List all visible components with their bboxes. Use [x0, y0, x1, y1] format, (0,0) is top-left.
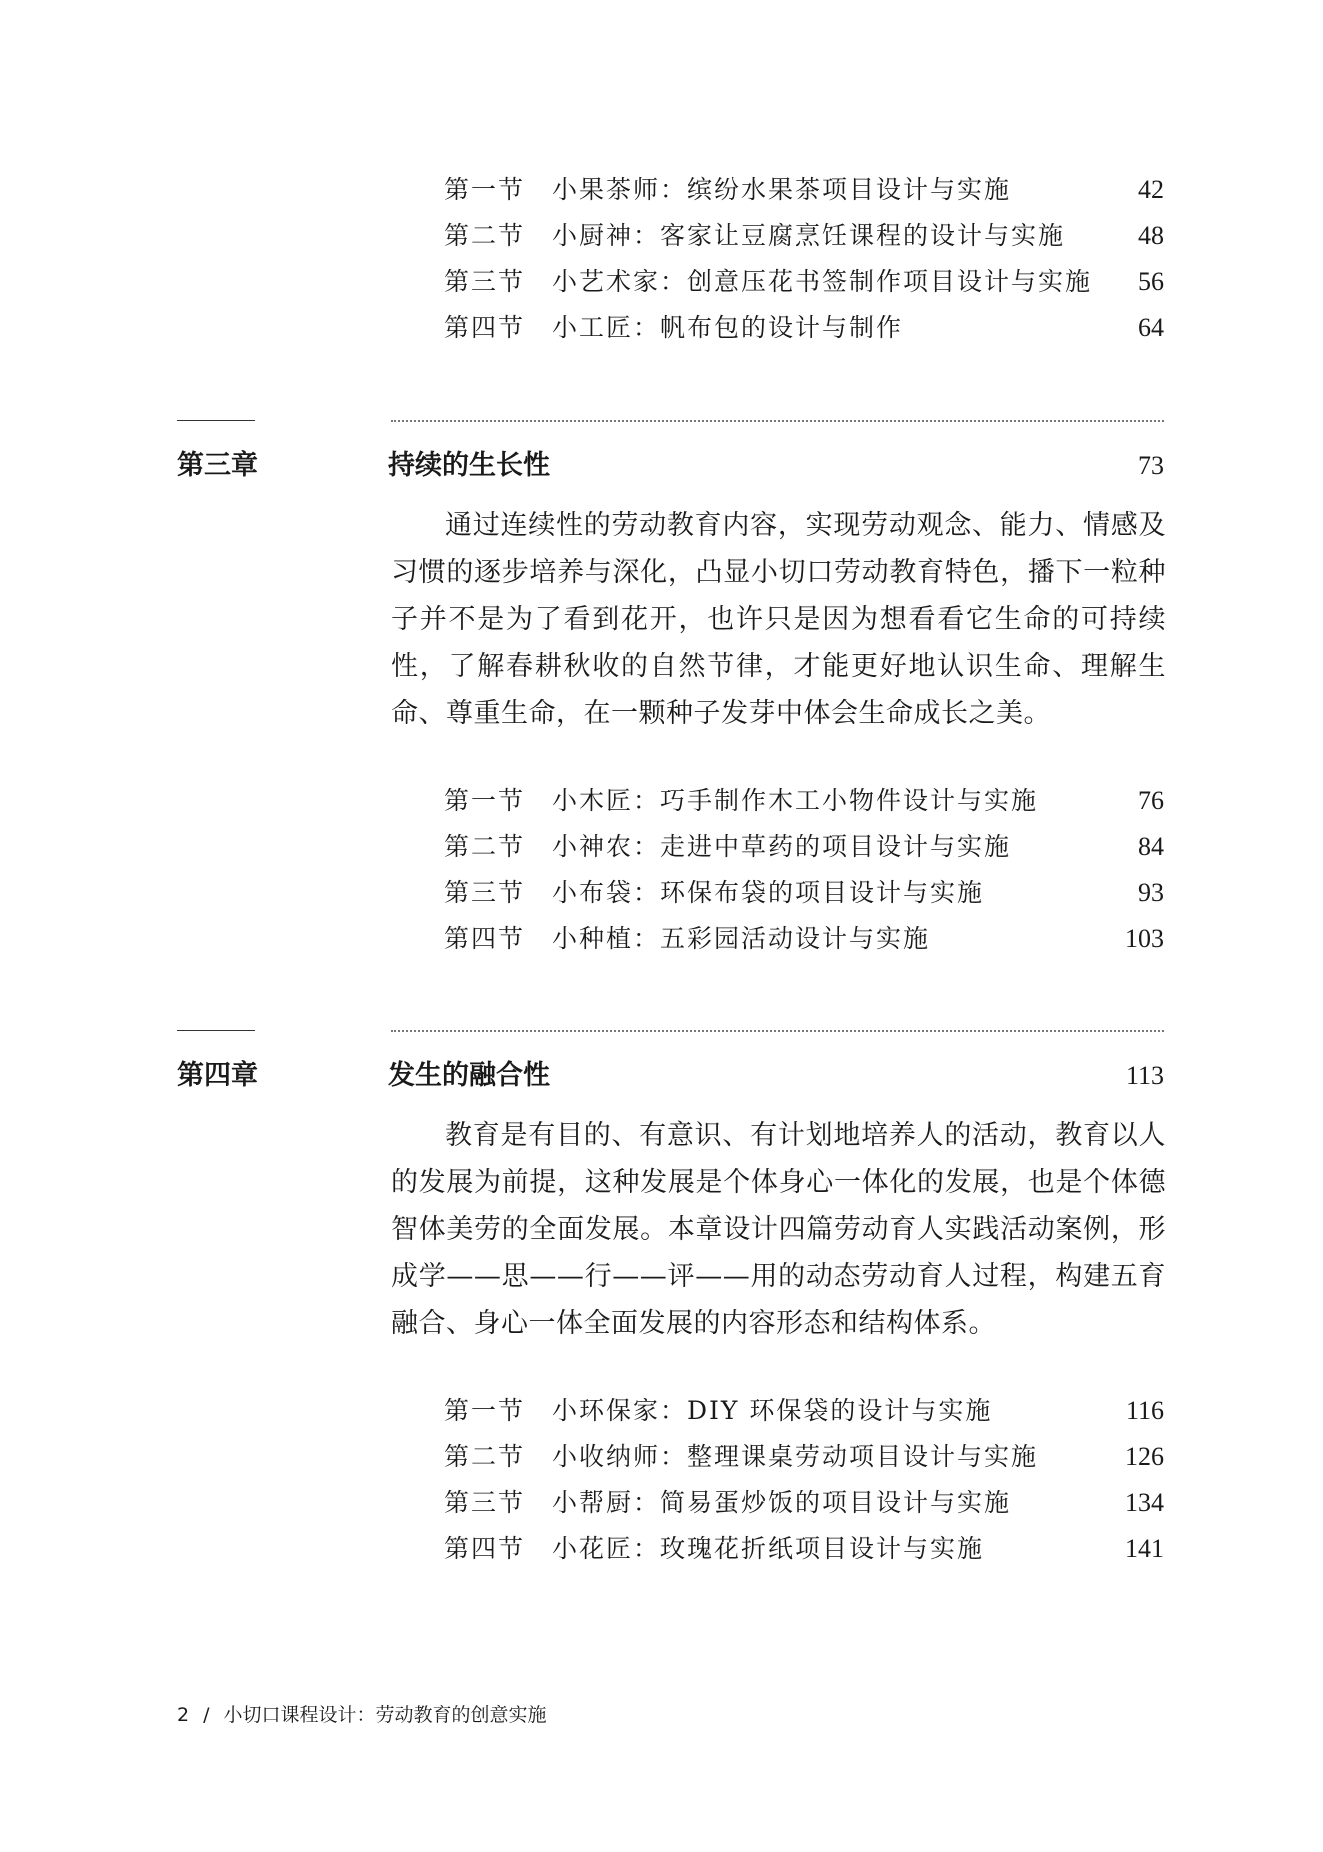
section-page: 116	[1125, 1396, 1164, 1425]
chapter-divider-solid	[177, 1030, 255, 1031]
section-page: 103	[1125, 924, 1164, 953]
section-number: 第四节	[444, 313, 526, 342]
chapter-title[interactable]: 发生的融合性	[388, 1060, 550, 1091]
section-number: 第二节	[444, 1442, 526, 1471]
section-title: 小花匠：玫瑰花折纸项目设计与实施	[552, 1534, 985, 1563]
section-page: 76	[1138, 786, 1164, 815]
chapter-number[interactable]: 第四章	[177, 1060, 258, 1091]
section-title: 小环保家：DIY 环保袋的设计与实施	[552, 1396, 993, 1425]
section-page: 64	[1138, 313, 1164, 342]
section-page: 42	[1138, 175, 1164, 204]
chapter-summary: 通过连续性的劳动教育内容，实现劳动观念、能力、情感及习惯的逐步培养与深化，凸显小切口劳动教育特色，播下一粒种子并不是为了看到花开，也许只是因为想看看它生命的可持续性，了解春耕秋收的自然节律，才能更好地认识生命、理解生命、尊重生命，在一颗种子发芽中体会生命成长之美。	[391, 510, 1166, 729]
chapter-title[interactable]: 持续的生长性	[388, 450, 550, 481]
section-number: 第二节	[444, 832, 526, 861]
section-page: 84	[1138, 832, 1164, 861]
footer-book-title: 小切口课程设计：劳动教育的创意实施	[223, 1704, 547, 1726]
section-number: 第一节	[444, 1396, 526, 1425]
toc-section-row[interactable]	[444, 827, 1164, 867]
section-number: 第二节	[444, 221, 526, 250]
section-title: 小收纳师：整理课桌劳动项目设计与实施	[552, 1442, 1039, 1471]
footer-page-number: 2	[177, 1704, 190, 1726]
section-page: 93	[1138, 878, 1164, 907]
section-page: 134	[1125, 1488, 1164, 1517]
toc-section-row[interactable]	[444, 1391, 1164, 1431]
chapter-divider-dotted	[391, 1030, 1164, 1032]
section-title: 小布袋：环保布袋的项目设计与实施	[552, 878, 985, 907]
chapter-page: 113	[1125, 1061, 1164, 1090]
page-footer	[177, 1700, 547, 1730]
footer-separator: /	[203, 1704, 210, 1726]
section-page: 126	[1125, 1442, 1164, 1471]
toc-section-row[interactable]	[444, 170, 1164, 210]
chapter-page: 73	[1138, 451, 1164, 480]
toc-section-row[interactable]	[444, 308, 1164, 348]
chapter-divider-solid	[177, 420, 255, 421]
chapter-summary: 教育是有目的、有意识、有计划地培养人的活动，教育以人的发展为前提，这种发展是个体身心一体化的发展，也是个体德智体美劳的全面发展。本章设计四篇劳动育人实践活动案例，形成学——思——行——评——用的动态劳动育人过程，构建五育融合、身心一体全面发展的内容形态和结构体系。	[391, 1120, 1166, 1339]
toc-section-row[interactable]	[444, 873, 1164, 913]
section-page: 56	[1138, 267, 1164, 296]
section-number: 第一节	[444, 175, 526, 204]
chapter-divider-dotted	[391, 420, 1164, 422]
section-number: 第三节	[444, 878, 526, 907]
section-page: 141	[1125, 1534, 1164, 1563]
section-number: 第一节	[444, 786, 526, 815]
toc-section-row[interactable]	[444, 1483, 1164, 1523]
section-number: 第三节	[444, 267, 526, 296]
chapter-number[interactable]: 第三章	[177, 450, 258, 481]
toc-section-row[interactable]	[444, 781, 1164, 821]
section-title: 小木匠：巧手制作木工小物件设计与实施	[552, 786, 1039, 815]
section-title: 小果茶师：缤纷水果茶项目设计与实施	[552, 175, 1012, 204]
section-title: 小艺术家：创意压花书签制作项目设计与实施	[552, 267, 1093, 296]
toc-section-row[interactable]	[444, 919, 1164, 959]
toc-section-row[interactable]	[444, 216, 1164, 256]
section-title: 小厨神：客家让豆腐烹饪课程的设计与实施	[552, 221, 1066, 250]
section-title: 小神农：走进中草药的项目设计与实施	[552, 832, 1012, 861]
toc-section-row[interactable]	[444, 262, 1164, 302]
section-title: 小工匠：帆布包的设计与制作	[552, 313, 904, 342]
section-title: 小帮厨：简易蛋炒饭的项目设计与实施	[552, 1488, 1012, 1517]
section-title: 小种植：五彩园活动设计与实施	[552, 924, 931, 953]
toc-section-row[interactable]	[444, 1529, 1164, 1569]
section-number: 第三节	[444, 1488, 526, 1517]
section-number: 第四节	[444, 1534, 526, 1563]
section-page: 48	[1138, 221, 1164, 250]
toc-section-row[interactable]	[444, 1437, 1164, 1477]
section-number: 第四节	[444, 924, 526, 953]
